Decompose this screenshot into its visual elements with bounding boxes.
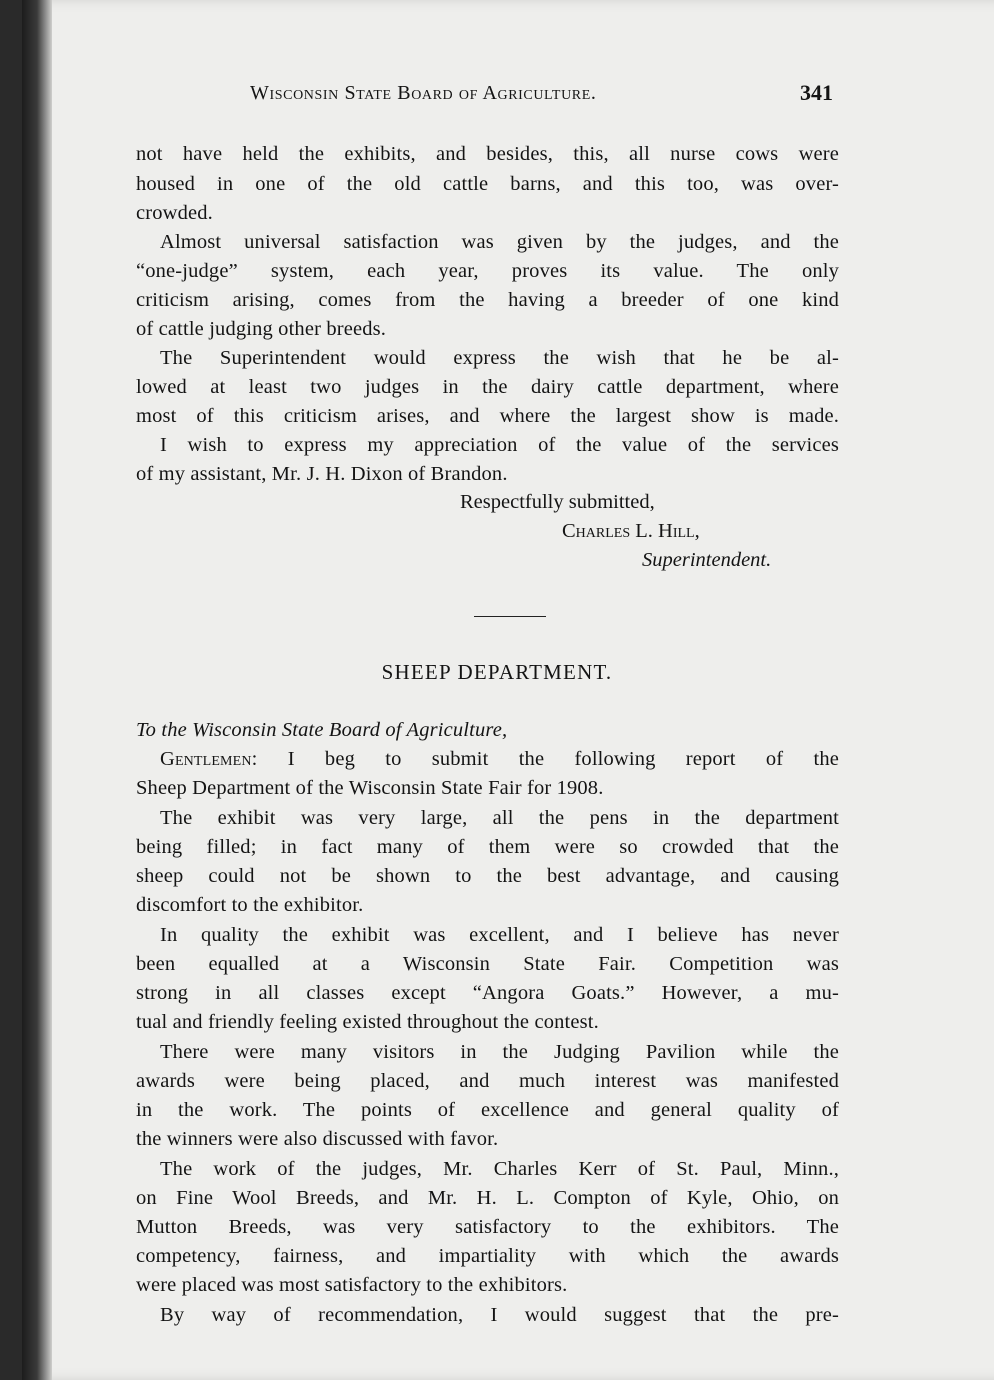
text-line: discomfort to the exhibitor.	[136, 894, 364, 916]
text-line: Almost universal satisfaction was given by the judges, and the	[160, 231, 839, 253]
text-line: The exhibit was very large, all the pens in the department	[160, 807, 839, 829]
book-binding-shadow	[22, 0, 52, 1380]
continuation-text	[136, 140, 839, 500]
text-line: The work of the judges, Mr. Charles Kerr of St. Paul, Minn.,	[160, 1158, 839, 1180]
text-line: been equalled at a Wisconsin State Fair. Competition was	[136, 953, 839, 975]
text-line: awards were being placed, and much interest was manifested	[136, 1070, 839, 1092]
text-line: lowed at least two judges in the dairy cattle department, where	[136, 376, 839, 398]
text-line: in the work. The points of excellence and general quality of	[136, 1099, 839, 1121]
signature-name: Charles L. Hill,	[562, 520, 700, 542]
text-line: being filled; in fact many of them were so crowded that the	[136, 836, 839, 858]
text-line: strong in all classes except “Angora Goats.” However, a mu-	[136, 982, 839, 1004]
text-line: Mutton Breeds, was very satisfactory to the exhibitors. The	[136, 1216, 839, 1238]
section-divider	[474, 616, 546, 617]
text-line: competency, fairness, and impartiality with which the awards	[136, 1245, 839, 1267]
text-line: of cattle judging other breeds.	[136, 318, 386, 340]
text-line: of my assistant, Mr. J. H. Dixon of Brandon.	[136, 463, 508, 485]
greeting-word: Gentlemen:	[160, 748, 258, 770]
text-line	[136, 745, 839, 774]
text-line: By way of recommendation, I would suggest that the pre-	[160, 1304, 839, 1326]
page-number: 341	[800, 80, 833, 105]
salutation: To the Wisconsin State Board of Agriculture,	[136, 719, 508, 741]
text-line: most of this criticism arises, and where the largest show is made.	[136, 405, 839, 427]
signature-closing: Respectfully submitted,	[460, 491, 655, 513]
text-line: tual and friendly feeling existed throughout the contest.	[136, 1011, 599, 1033]
section-title: SHEEP DEPARTMENT.	[381, 660, 613, 684]
text-line: not have held the exhibits, and besides, this, all nurse cows were	[136, 143, 839, 165]
text-line: crowded.	[136, 202, 213, 224]
text-line: “one-judge” system, each year, proves its value. The only	[136, 260, 839, 282]
section-body	[136, 716, 839, 1336]
text-line: sheep could not be shown to the best advantage, and causing	[136, 865, 839, 887]
text-line: The Superintendent would express the wish that he be al-	[160, 347, 839, 369]
text-line: were placed was most satisfactory to the exhibitors.	[136, 1274, 568, 1296]
running-header: Wisconsin State Board of Agriculture.	[250, 82, 597, 104]
text-line: on Fine Wool Breeds, and Mr. H. L. Compton of Kyle, Ohio, on	[136, 1187, 839, 1209]
text-line: Sheep Department of the Wisconsin State Fair for 1908.	[136, 777, 604, 799]
text-line: In quality the exhibit was excellent, and I believe has never	[160, 924, 839, 946]
text-line: the winners were also discussed with favor.	[136, 1128, 499, 1150]
text-line: I wish to express my appreciation of the value of the services	[160, 434, 839, 456]
text-line: housed in one of the old cattle barns, and this too, was over-	[136, 173, 839, 195]
text-line: criticism arising, comes from the having a breeder of one kind	[136, 289, 839, 311]
greeting-text: I beg to submit the following report of the	[287, 748, 839, 770]
text-line: There were many visitors in the Judging Pavilion while the	[160, 1041, 839, 1063]
signature-title: Superintendent.	[642, 549, 772, 571]
